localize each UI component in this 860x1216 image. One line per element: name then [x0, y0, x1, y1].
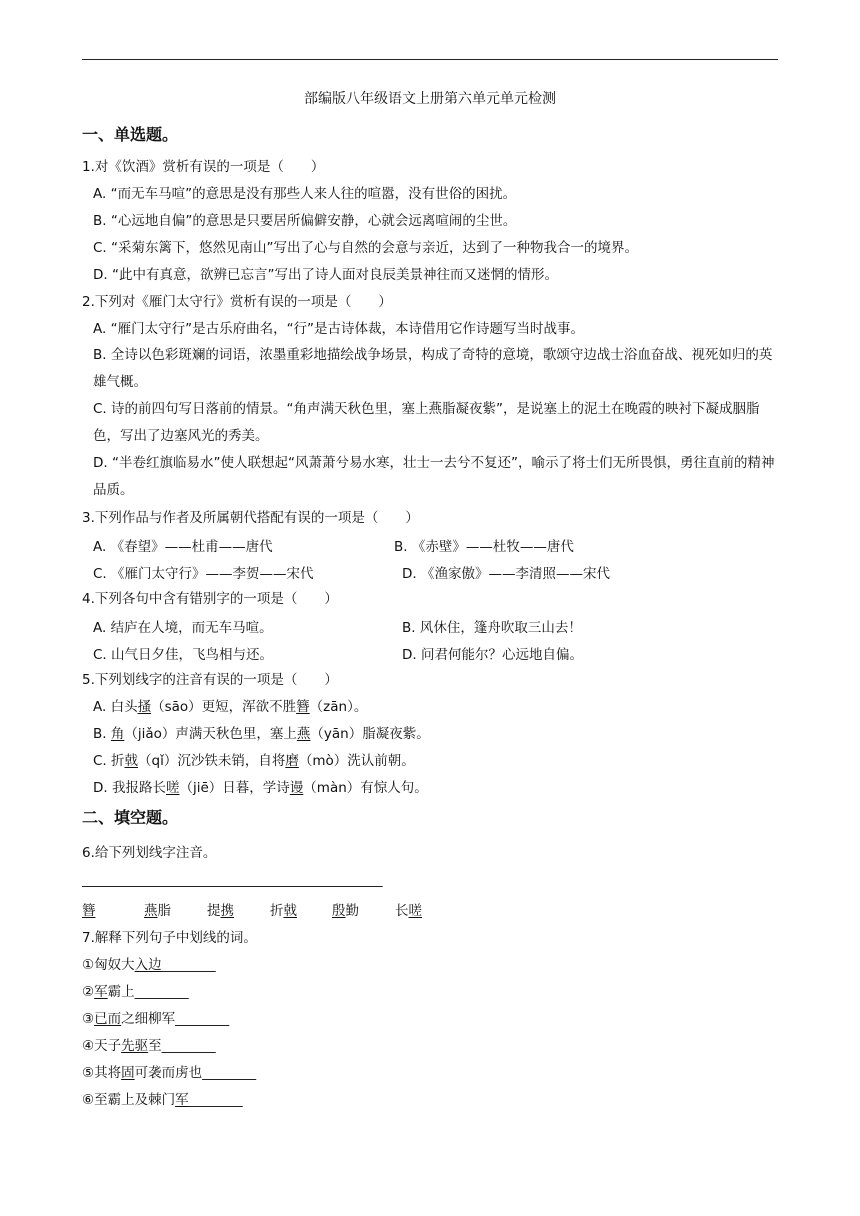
question-5-option-b: [93, 724, 430, 744]
question-2-option-c: C. 诗的前四句写日落前的情景。“角声满天秋色里，塞上燕脂凝夜紫”，是说塞上的泥土在晚霞的映衬下凝成胭脂色，写出了边塞风光的秀美。: [93, 401, 760, 444]
question-4-stem: 4.下列各句中含有错别字的一项是（ ）: [82, 591, 338, 607]
option-text: （zān）。: [309, 699, 368, 715]
underlined-char: 戟: [283, 903, 297, 919]
question-6-stem: 6.给下列划线字注音。: [82, 845, 217, 861]
option-text: D. 我报路长: [93, 780, 166, 796]
question-2-option-a: A. “雁门太守行”是古乐府曲名，“行”是古诗体裁，本诗借用它作诗题写当时战事。: [93, 321, 585, 337]
pinyin-word-4: [270, 899, 297, 919]
underlined-word: 固: [121, 1065, 135, 1081]
question-1-option-d: D. “此中有真意，欲辨已忘言”写出了诗人面对良辰美景神往而又迷惘的情形。: [93, 267, 558, 283]
underlined-char: 谩: [289, 780, 304, 796]
question-5-stem: 5.下列划线字的注音有误的一项是（ ）: [82, 672, 338, 688]
option-text: C. 折: [93, 753, 125, 769]
question-2-option-d: D. “半卷红旗临易水”使人联想起“风萧萧兮易水寒，壮士一去兮不复还”，喻示了将士们无所畏惧，勇往直前的精神品质。: [93, 455, 775, 498]
pinyin-word-3: [207, 899, 234, 919]
question-5-option-a: [93, 697, 367, 717]
question-7-stem: 7.解释下列句子中划线的词。: [82, 930, 257, 946]
underlined-word: 军: [94, 984, 108, 1000]
question-7-item-4: [82, 1036, 216, 1056]
underlined-char: 簪: [82, 903, 96, 919]
section-heading-single-choice: 一、单选题。: [82, 125, 179, 144]
word-text: 折: [270, 903, 284, 919]
option-text: （qǐ）沉沙铁未销，自将: [138, 753, 286, 769]
option-text: （jiē）日暮，学诗: [179, 780, 290, 796]
option-text: A. 白头: [93, 699, 138, 715]
option-text: B.: [93, 726, 111, 742]
word-text: 长: [395, 903, 409, 919]
pinyin-word-1: [82, 899, 96, 919]
answer-blank[interactable]: 可袭而虏也________: [134, 1065, 257, 1081]
section-heading-fill-in: 二、填空题。: [82, 808, 179, 827]
question-5-option-d: [93, 778, 428, 798]
question-1-option-a: A. “而无车马喧”的意思是没有那些人来人往的喧嚣，没有世俗的困扰。: [93, 186, 517, 202]
question-3-option-a: A. 《春望》——杜甫——唐代: [93, 539, 273, 555]
answer-blanks[interactable]: ________________________________________________: [82, 872, 382, 888]
question-4-option-c: C. 山气日夕佳，飞鸟相与还。: [93, 647, 274, 663]
item-text: ⑥至霸上及棘门: [82, 1092, 176, 1108]
option-text: （sāo）更短，浑欲不胜: [151, 699, 297, 715]
pinyin-word-2: [144, 899, 171, 919]
question-2-stem: 2.下列对《雁门太守行》赏析有误的一项是（ ）: [82, 294, 392, 310]
option-text: （jiǎo）声满天秋色里，塞上: [124, 726, 297, 742]
option-text: （mò）洗认前朝。: [298, 753, 415, 769]
header-rule: [82, 59, 778, 60]
answer-blank[interactable]: 至________: [148, 1038, 216, 1054]
underlined-char: 嗟: [408, 903, 422, 919]
question-4-option-d: D. 问君何能尔？心远地自偏。: [402, 647, 583, 663]
question-4-option-a: A. 结庐在人境，而无车马喧。: [93, 620, 273, 636]
page-title: 部编版八年级语文上册第六单元单元检测: [304, 91, 556, 107]
question-7-item-2: [82, 982, 189, 1002]
underlined-char: 殷: [332, 903, 346, 919]
underlined-word: 先驱: [121, 1038, 149, 1054]
underlined-char: 嗟: [165, 780, 180, 796]
question-7-item-5: [82, 1063, 256, 1083]
underlined-char: 磨: [285, 753, 299, 769]
question-1-option-b: B. “心远地自偏”的意思是只要居所偏僻安静，心就会远离喧闹的尘世。: [93, 213, 517, 229]
pinyin-word-5: [332, 899, 359, 919]
answer-blank[interactable]: ________: [188, 1092, 243, 1108]
answer-blank[interactable]: 之细柳军________: [121, 1011, 230, 1027]
answer-blank[interactable]: 霸上________: [107, 984, 189, 1000]
word-text: 勤: [345, 903, 359, 919]
underlined-char: 簪: [296, 699, 310, 715]
underlined-char: 角: [110, 726, 125, 742]
pinyin-word-6: [395, 899, 422, 919]
question-4-option-b: B. 风休住，篷舟吹取三山去！: [402, 620, 582, 636]
question-3-option-c: C. 《雁门太守行》——李贺——宋代: [93, 566, 314, 582]
question-2-option-b: B. 全诗以色彩斑斓的词语，浓墨重彩地描绘战争场景，构成了奇特的意境，歌颂守边战士浴血奋战、视死如归的英雄气概。: [93, 347, 773, 390]
option-text: （yān）脂凝夜紫。: [310, 726, 430, 742]
question-7-item-3: [82, 1009, 229, 1029]
underlined-word: 入边: [134, 957, 162, 973]
word-text: 提: [207, 903, 221, 919]
question-3-option-b: B. 《赤壁》——杜牧——唐代: [394, 539, 574, 555]
question-3-stem: 3.下列作品与作者及所属朝代搭配有误的一项是（ ）: [82, 510, 419, 526]
underlined-char: 燕: [144, 903, 158, 919]
underlined-char: 携: [220, 903, 234, 919]
item-text: ⑤其将: [82, 1065, 122, 1081]
item-text: ②: [82, 984, 95, 1000]
item-text: ④天子: [82, 1038, 122, 1054]
word-text: 脂: [157, 903, 171, 919]
question-3-option-d: D. 《渔家傲》——李清照——宋代: [402, 566, 610, 582]
answer-blank[interactable]: ________: [161, 957, 216, 973]
underlined-word: 已而: [94, 1011, 122, 1027]
underlined-char: 燕: [296, 726, 311, 742]
question-1-option-c: C. “采菊东篱下，悠然见南山”写出了心与自然的会意与亲近，达到了一种物我合一的境界。: [93, 240, 638, 256]
underlined-char: 戟: [124, 753, 139, 769]
underlined-char: 搔: [137, 699, 152, 715]
question-7-item-1: [82, 955, 216, 975]
question-1-stem: 1.对《饮酒》赏析有误的一项是（ ）: [82, 159, 325, 175]
question-5-option-c: [93, 751, 415, 771]
item-text: ③: [82, 1011, 95, 1027]
item-text: ①匈奴大: [82, 957, 135, 973]
underlined-word: 军: [175, 1092, 189, 1108]
option-text: （màn）有惊人句。: [303, 780, 428, 796]
question-7-item-6: [82, 1090, 243, 1110]
